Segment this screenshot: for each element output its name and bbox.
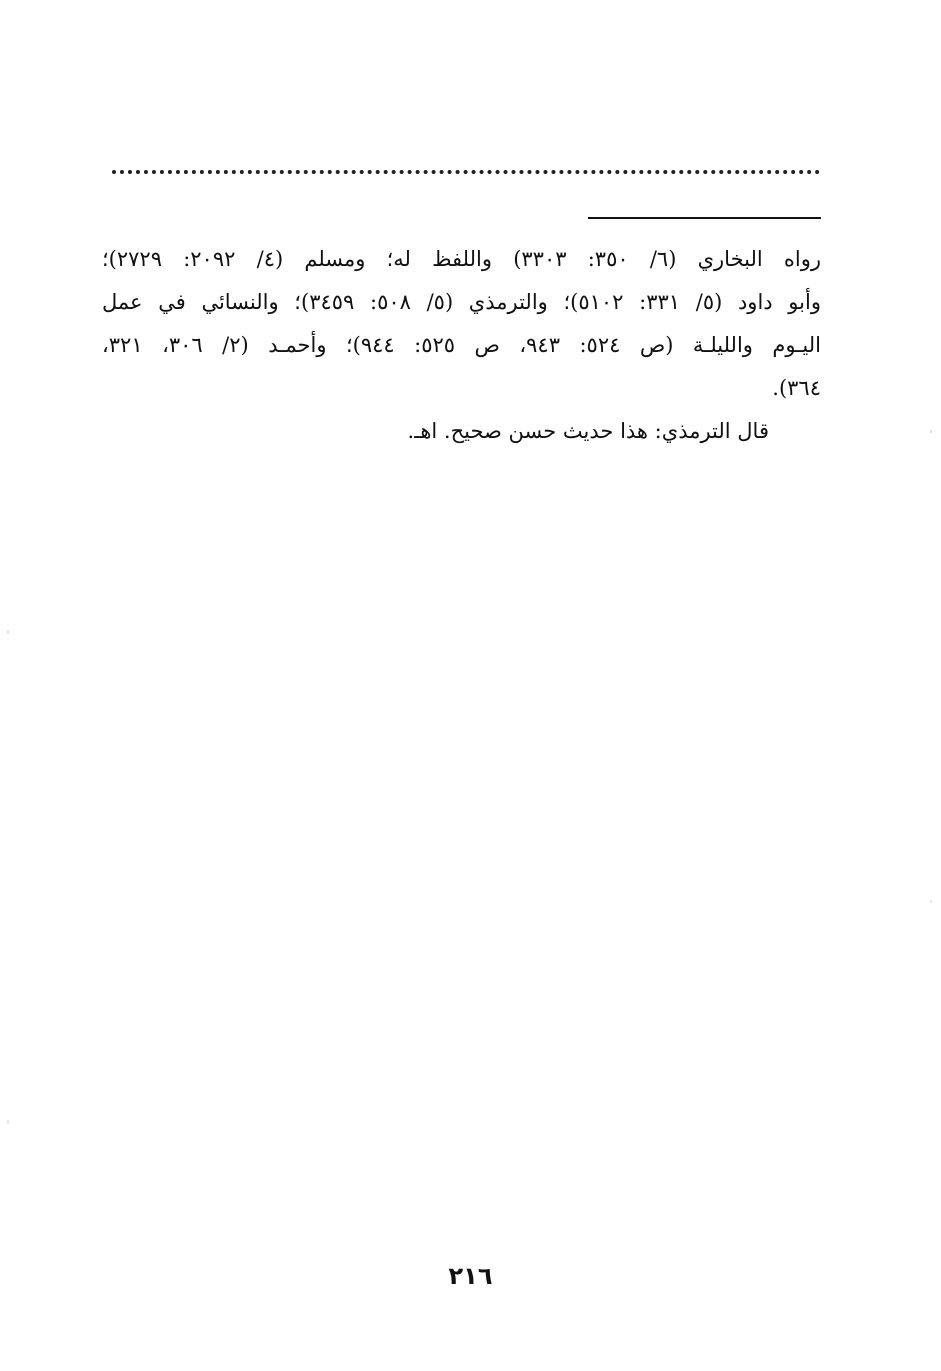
footnote-line: رواه البخاري (٦/ ٣٥٠: ٣٣٠٣) واللفظ له؛ ومسلم (٤/ ٢٠٩٢: ٢٧٢٩)؛ xyxy=(102,247,821,271)
footnote-line: وأبو داود (٥/ ٣٣١: ٥١٠٢)؛ والترمذي (٥/ ٥٠٨: ٣٤٥٩)؛ والنسائي في عمل xyxy=(102,290,821,314)
footnote-note: قال الترمذي: هذا حديث حسن صحيح. اهـ. xyxy=(407,419,769,443)
footnote-rule xyxy=(588,217,821,219)
page-number: ٢١٦ xyxy=(448,1262,493,1290)
footnote-block xyxy=(102,238,821,453)
footnote-line: اليـوم والليلـة (ص ٥٢٤: ٩٤٣، ص ٥٢٥: ٩٤٤)؛ وأحمـد (٢/ ٣٠٦، ٣٢١، xyxy=(102,333,821,357)
dotted-separator xyxy=(112,170,820,174)
footnote-line: ٣٦٤). xyxy=(772,376,821,400)
